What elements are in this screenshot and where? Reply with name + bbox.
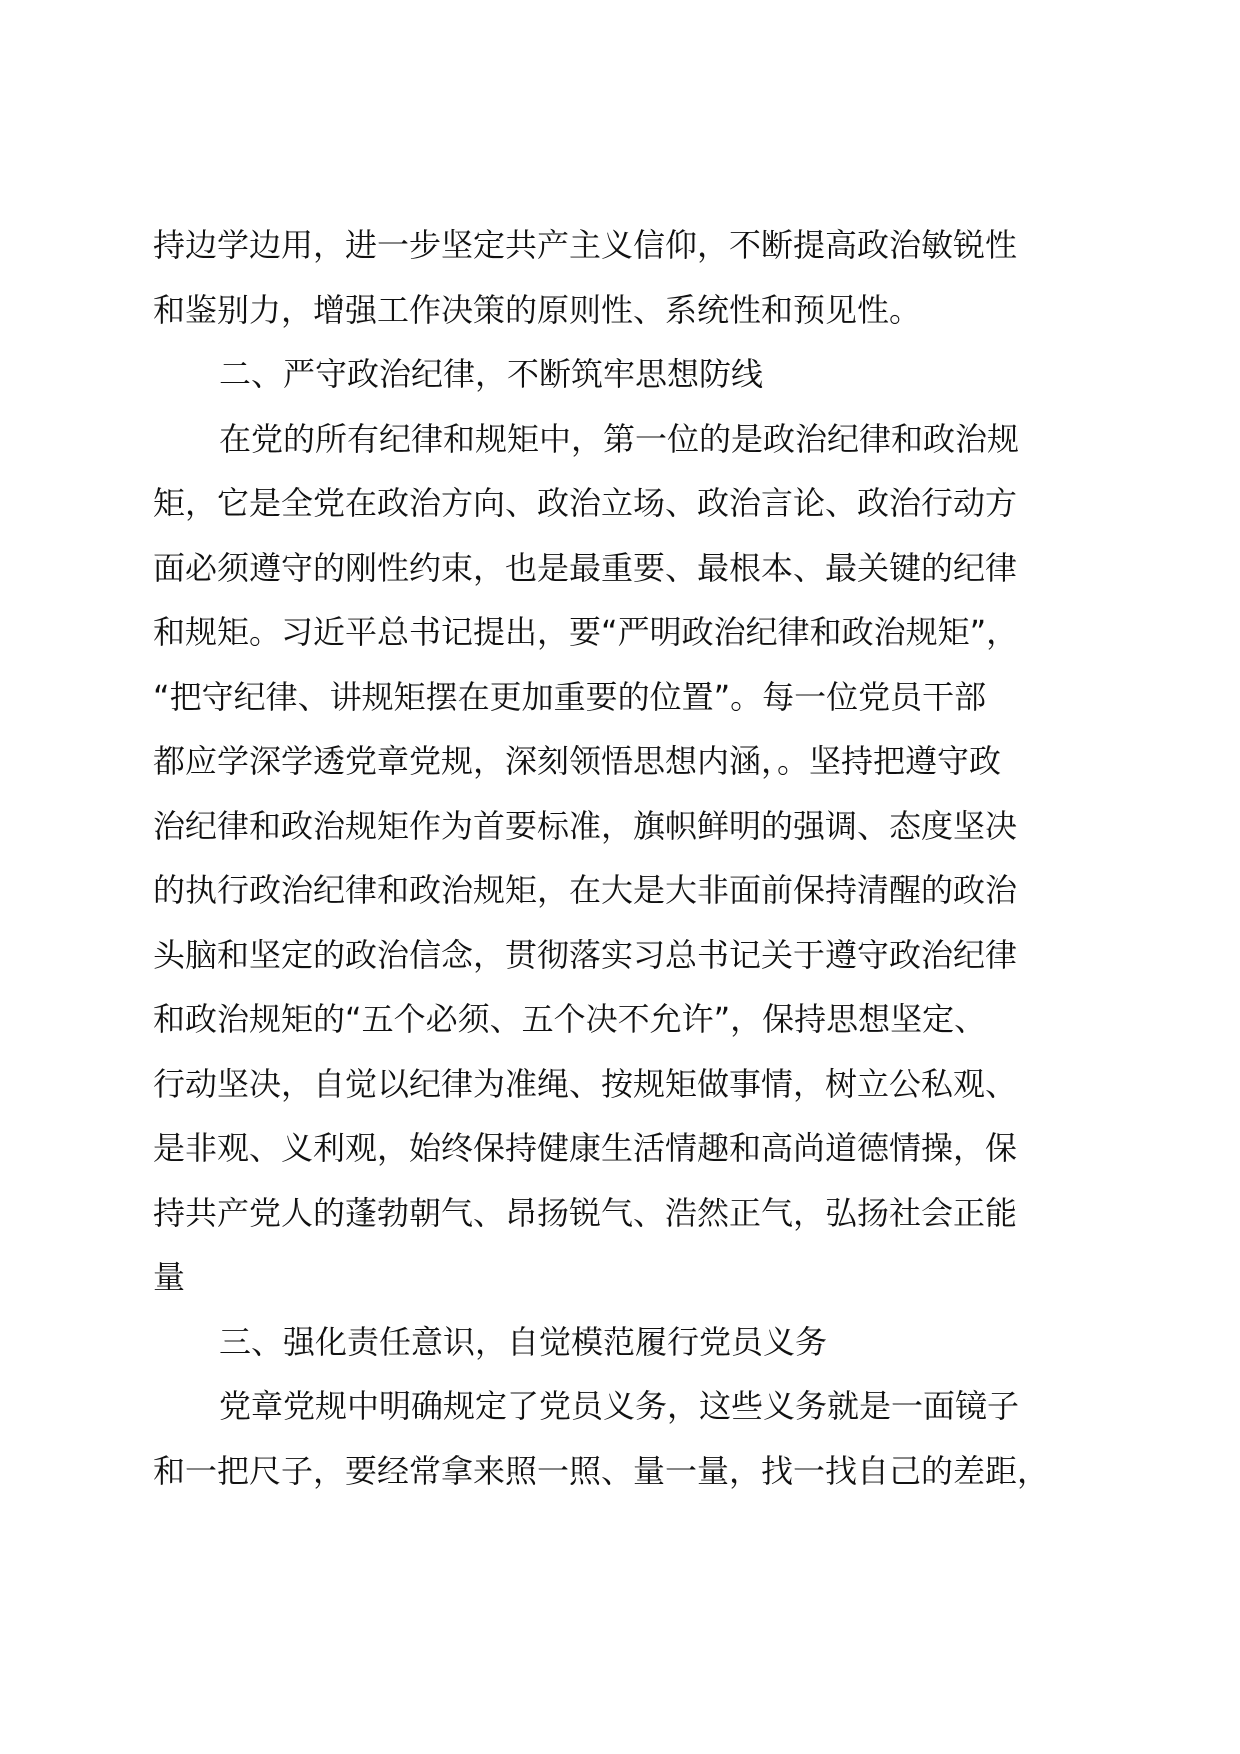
paragraph-line: 量 xyxy=(153,1258,186,1296)
paragraph-line: “把守纪律、讲规矩摆在更加重要的位置”。每一位党员干部 xyxy=(153,677,987,716)
paragraph-line: 持共产党人的蓬勃朝气、昂扬锐气、浩然正气，弘扬社会正能 xyxy=(153,1193,1018,1232)
paragraph-line: 行动坚决，自觉以纪律为准绳、按规矩做事情，树立公私观、 xyxy=(153,1064,1018,1103)
paragraph-line: 的执行政治纪律和政治规矩，在大是大非面前保持清醒的政治 xyxy=(153,871,1018,909)
document-body xyxy=(153,213,1093,1503)
paragraph-line: 党章党规中明确规定了党员义务，这些义务就是一面镜子 xyxy=(219,1387,1020,1425)
paragraph-line: 和政治规矩的“五个必须、五个决不允许”，保持思想坚定、 xyxy=(153,1000,987,1038)
paragraph-line: 是非观、义利观，始终保持健康生活情趣和高尚道德情操，保 xyxy=(153,1129,1018,1167)
paragraph-line: 都应学深学透党章党规，深刻领悟思想内涵，。坚持把遵守政 xyxy=(153,742,1002,780)
paragraph-line: 持边学边用，进一步坚定共产主义信仰，不断提高政治敏锐性 xyxy=(153,226,1018,264)
paragraph-line: 治纪律和政治规矩作为首要标准，旗帜鲜明的强调、态度坚决 xyxy=(153,806,1018,845)
section-heading: 二、严守政治纪律，不断筑牢思想防线 xyxy=(219,355,764,393)
section-heading: 三、强化责任意识，自觉模范履行党员义务 xyxy=(219,1322,828,1361)
paragraph-line: 和一把尺子，要经常拿来照一照、量一量，找一找自己的差距， xyxy=(153,1451,1050,1490)
paragraph-line: 和规矩。习近平总书记提出，要“严明政治纪律和政治规矩”， xyxy=(153,613,1019,651)
paragraph-line: 和鉴别力，增强工作决策的原则性、系统性和预见性。 xyxy=(153,290,922,329)
paragraph-line: 面必须遵守的刚性约束，也是最重要、最根本、最关键的纪律 xyxy=(153,548,1018,587)
paragraph-line: 在党的所有纪律和规矩中，第一位的是政治纪律和政治规 xyxy=(219,419,1020,458)
paragraph-line: 头脑和坚定的政治信念，贯彻落实习总书记关于遵守政治纪律 xyxy=(153,935,1018,974)
paragraph-line: 矩，它是全党在政治方向、政治立场、政治言论、政治行动方 xyxy=(153,484,1018,522)
